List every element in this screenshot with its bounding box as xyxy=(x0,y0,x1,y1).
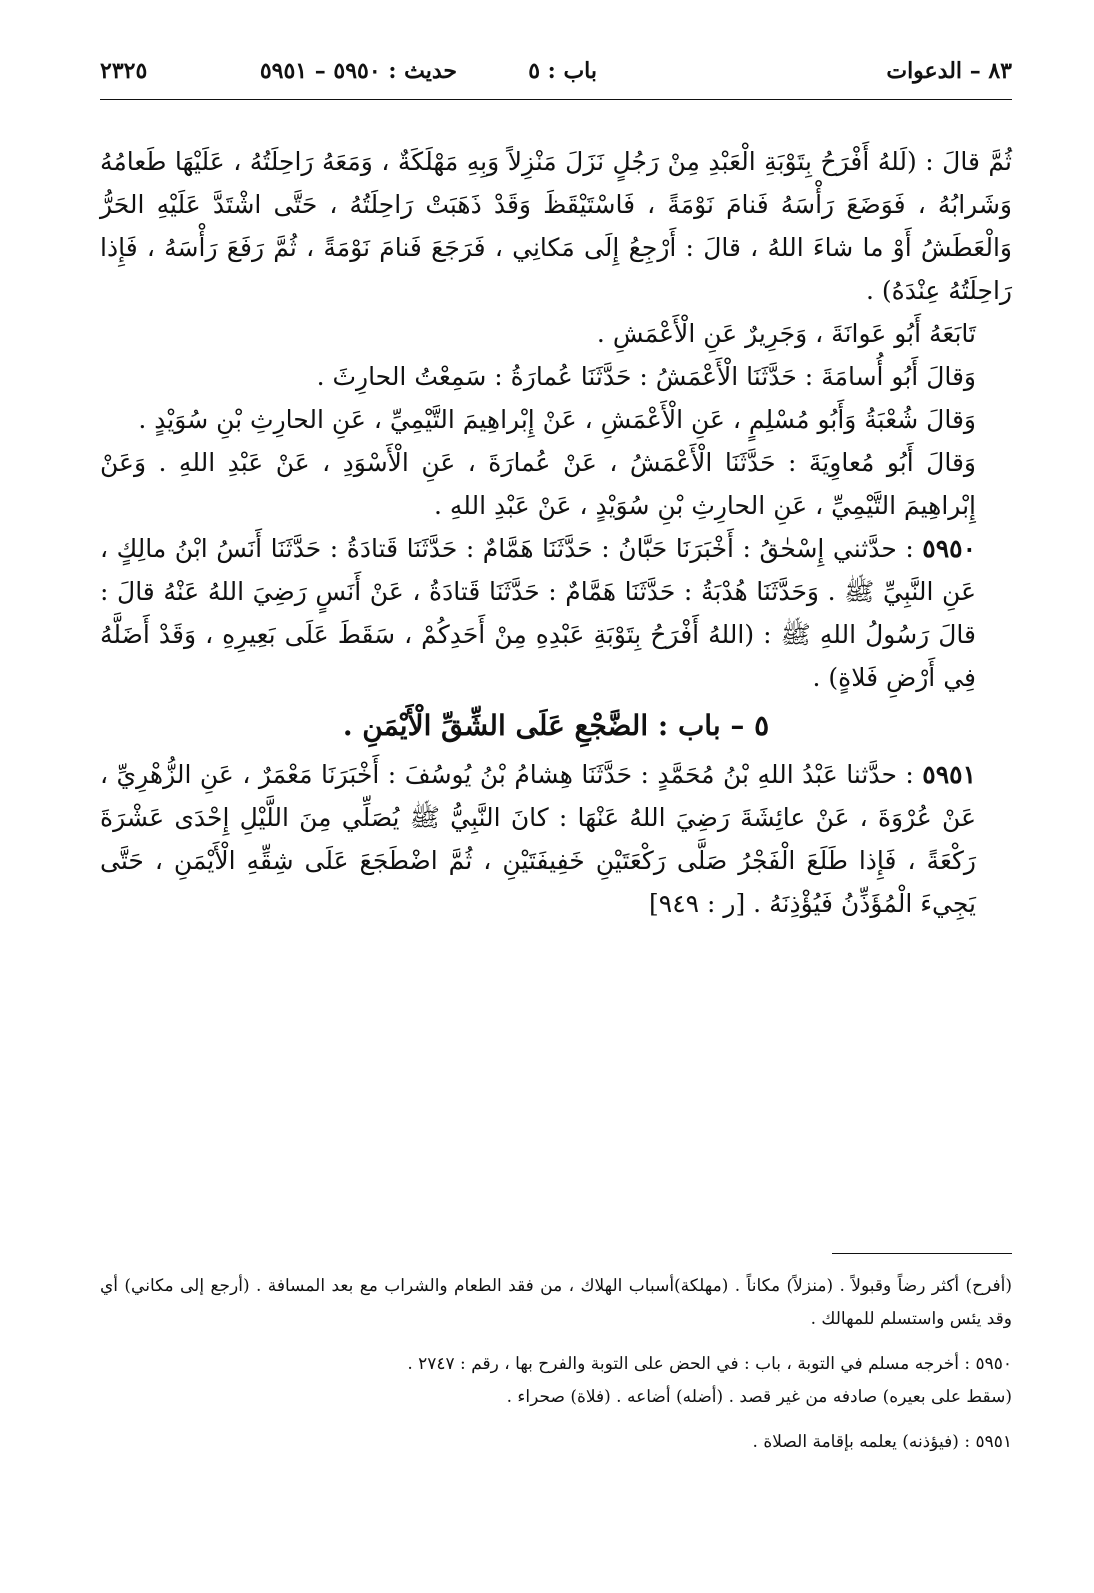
hadith-text: : حدَّثني إِسْحٰقُ : أَخْبَرَنَا حَبَّانُ : حَدَّثَنَا هَمَّامٌ : حَدَّثَنَا قَتادَةُ : حَدَّثَنَا أَنَسُ ابْنُ مالِكٍ ، عَنِ النَّبِيِّ ﷺ . وَحَدَّثَنَا هُدْبَةُ : حَدَّثَنَا هَمَّامٌ : حَدَّثَنَا قَتادَةُ ، عَنْ أَنَسٍ رَضِيَ اللهُ عَنْهُ قالَ : قالَ رَسُولُ اللهِ ﷺ : (اللهُ أَفْرَحُ بِتَوْبَةِ عَبْدِهِ مِنْ أَحَدِكُمْ ، سَقَطَ عَلَى بَعِيرِهِ ، وَقَدْ أَضَلَّهُ فِي أَرْضِ فَلاةٍ) . xyxy=(100,534,976,692)
paragraph-shuba: وَقالَ شُعْبَةُ وَأَبُو مُسْلِمٍ ، عَنِ الْأَعْمَشِ ، عَنْ إِبْراهِيمَ التَّيْمِيِّ ، عَنِ الحارِثِ بْنِ سُوَيْدٍ . xyxy=(138,405,976,434)
main-text xyxy=(100,140,1012,925)
footnote-glossary: (أفرح) أكثر رضاً وقبولاً . (منزلاً) مكاناً . (مهلكة)أسباب الهلاك ، من فقد الطعام والشراب مع بعد المسافة . (أرجع إلى مكاني) أي وقد يئس واستسلم للمهالك . xyxy=(100,1276,1012,1329)
hadith-number: ٥٩٥٠ xyxy=(922,534,976,563)
hadith-text: : حدَّثنا عَبْدُ اللهِ بْنُ مُحَمَّدٍ : حَدَّثَنَا هِشامُ بْنُ يُوسُفَ : أَخْبَرَنَا مَعْمَرٌ ، عَنِ الزُّهْرِيِّ ، عَنْ عُرْوَةَ ، عَنْ عائِشَةَ رَضِيَ اللهُ عَنْهَا : كانَ النَّبِيُّ ﷺ يُصَلِّي مِنَ اللَّيْلِ إِحْدَى عَشْرَةَ رَكْعَةً ، فَإِذا طَلَعَ الْفَجْرُ صَلَّى رَكْعَتَيْنِ خَفِيفَتَيْنِ ، ثُمَّ اضْطَجَعَ عَلَى شِقِّهِ الْأَيْمَنِ ، حَتَّى يَجِيءَ الْمُؤَذِّنُ فَيُؤْذِنَهُ . [ر : ٩٤٩] xyxy=(100,760,976,918)
header-page-number: ٢٣٢٥ xyxy=(100,58,148,84)
header-bab: باب : ٥ xyxy=(528,58,597,84)
chapter-heading: ٥ – باب : الضَّجْعِ عَلَى الشِّقِّ الْأَيْمَنِ . xyxy=(342,709,770,742)
header-rule xyxy=(100,99,1012,100)
paragraph-tabaahu: تَابَعَهُ أَبُو عَوانَةَ ، وَجَرِيرٌ عَنِ الْأَعْمَشِ . xyxy=(596,319,976,348)
header-hadith-range: حديث : ٥٩٥٠ – ٥٩٥١ xyxy=(259,58,457,84)
running-header xyxy=(100,58,1012,92)
footnote-5950-source: ٥٩٥٠ : أخرجه مسلم في التوبة ، باب : في الحض على التوبة والفرح بها ، رقم : ٢٧٤٧ . xyxy=(407,1354,1012,1374)
paragraph-hadith-continuation: ثُمَّ قالَ : (لَلهُ أَفْرَحُ بِتَوْبَةِ الْعَبْدِ مِنْ رَجُلٍ نَزَلَ مَنْزِلاً وَبِهِ مَهْلَكَةٌ ، وَمَعَهُ رَاحِلَتُهُ ، عَلَيْهَا طَعامُهُ وَشَرابُهُ ، فَوَضَعَ رَأْسَهُ فَنامَ نَوْمَةً ، فَاسْتَيْقَظَ وَقَدْ ذَهَبَتْ رَاحِلَتُهُ ، حَتَّى اشْتَدَّ عَلَيْهِ الحَرُّ وَالْعَطَشُ أَوْ ما شاءَ اللهُ ، قالَ : أَرْجِعُ إِلَى مَكانِي ، فَرَجَعَ فَنامَ نَوْمَةً ، ثُمَّ رَفَعَ رَأْسَهُ ، فَإِذا رَاحِلَتُهُ عِنْدَهُ) . xyxy=(100,147,1012,305)
hadith-5950 xyxy=(100,527,1012,699)
hadith-5951 xyxy=(100,753,1012,925)
paragraph-abu-usama: وَقالَ أَبُو أُسامَةَ : حَدَّثَنَا الْأَعْمَشُ : حَدَّثَنَا عُمارَةُ : سَمِعْتُ الحارِثَ . xyxy=(316,362,976,391)
hadith-number: ٥٩٥١ xyxy=(922,760,976,789)
footnote-5951: ٥٩٥١ : (فيؤذنه) يعلمه بإقامة الصلاة . xyxy=(752,1432,1012,1452)
paragraph-abu-muawiya: وَقالَ أَبُو مُعاوِيَةَ : حَدَّثَنَا الْأَعْمَشُ ، عَنْ عُمارَةَ ، عَنِ الْأَسْوَدِ ، عَنْ عَبْدِ اللهِ . وَعَنْ إِبْراهِيمَ التَّيْمِيِّ ، عَنِ الحارِثِ بْنِ سُوَيْدٍ ، عَنْ عَبْدِ اللهِ . xyxy=(100,448,976,520)
header-chapter: ٨٣ – الدعوات xyxy=(886,58,1012,84)
footnote-rule xyxy=(832,1253,1012,1254)
footnotes xyxy=(100,1270,1012,1459)
footnote-5950-glossary: (سقط على بعيره) صادفه من غير قصد . (أضله) أضاعه . (فلاة) صحراء . xyxy=(506,1387,1012,1407)
